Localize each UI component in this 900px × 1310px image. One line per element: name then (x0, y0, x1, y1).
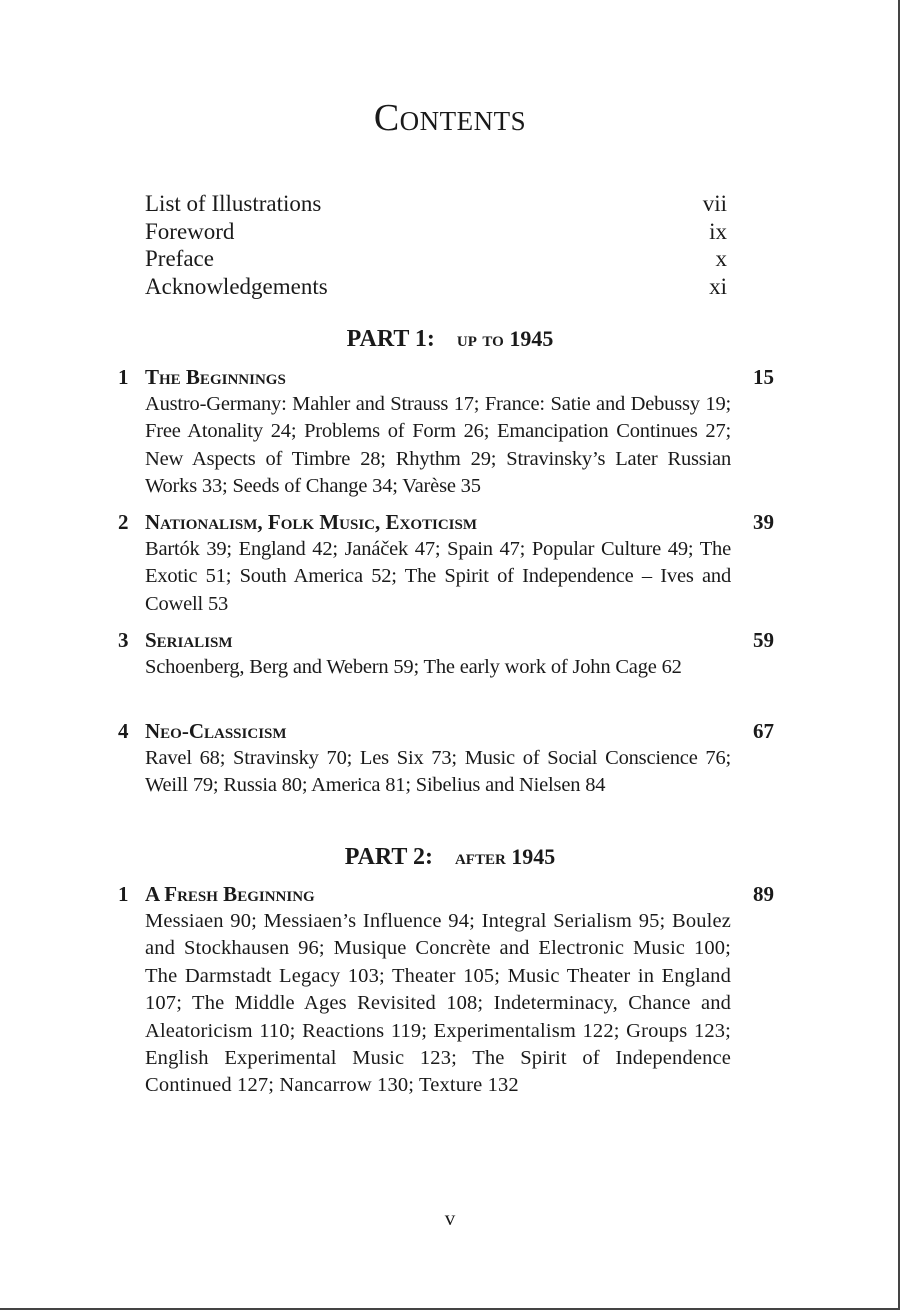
part-label: PART 2: (344, 844, 433, 870)
chapter-page: 67 (753, 719, 774, 743)
front-matter-label: List of Illustrations (145, 191, 322, 216)
chapter-entry (118, 718, 774, 800)
chapter-sections: Austro-Germany: Mahler and Strauss 17; France: Satie and Debussy 19; Free Atonality 24; Problems of Form 26; Emancipation Continues 27; New Aspects of Timbre 28; Rhythm 29; Stravinsky’s Later Russian Works 33; Seeds of Change 34; Varèse 35 (145, 393, 731, 498)
chapter-page: 89 (753, 882, 774, 906)
front-matter-item (145, 273, 727, 301)
chapter-number: 3 (118, 628, 129, 652)
part-label: PART 1: (346, 326, 435, 352)
chapter-title: The Beginnings (145, 365, 286, 389)
chapter-heading (118, 881, 774, 908)
chapter-entry (118, 364, 774, 501)
front-matter-label: Foreword (145, 218, 235, 244)
front-matter-list (145, 190, 727, 300)
chapter-number: 1 (118, 365, 129, 389)
chapter-heading (118, 509, 774, 536)
front-matter-page: xi (709, 273, 727, 299)
front-matter-page: x (715, 246, 727, 271)
chapter-entry (118, 509, 774, 618)
front-matter-label: Preface (145, 246, 214, 271)
chapter-title: Nationalism, Folk Music, Exoticism (145, 510, 478, 534)
chapter-heading (118, 627, 774, 654)
chapter-title: A Fresh Beginning (145, 882, 315, 906)
chapter-entry (118, 627, 774, 681)
page-number: v (444, 1206, 456, 1230)
chapter-sections: Bartók 39; England 42; Janáček 47; Spain 47; Popular Culture 49; The Exotic 51; South America 52; The Spirit of Independence – Ives and Cowell 53 (145, 538, 731, 615)
chapter-sections: Messiaen 90; Messiaen’s Influence 94; Integral Serialism 95; Boulez and Stockhausen 96; Musique Concrète and Electronic Music 100; The Darmstadt Legacy 103; Theater 105; Music Theater in England 107; The Middle Ages Revisited 108; Indeterminacy, Chance and Aleatoricism 110; Reactions 119; Experimentalism 122; Groups 123; English Experimental Music 123; The Spirit of Independence Continued 127; Nancarrow 130; Texture 132 (145, 910, 731, 1097)
chapter-page: 39 (753, 510, 774, 534)
part-subtitle: up to 1945 (456, 326, 554, 351)
front-matter-item (145, 218, 727, 246)
chapter-heading (118, 364, 774, 391)
chapter-title: Neo-Classicism (145, 719, 287, 743)
front-matter-label: Acknowledgements (145, 273, 328, 299)
chapter-page: 59 (753, 628, 774, 652)
chapter-title: Serialism (145, 628, 233, 652)
chapter-sections: Ravel 68; Stravinsky 70; Les Six 73; Music of Social Conscience 76; Weill 79; Russia 80; America 81; Sibelius and Nielsen 84 (145, 747, 731, 797)
front-matter-item (145, 245, 727, 273)
part-1-heading (0, 326, 900, 353)
part-subtitle: after 1945 (454, 844, 556, 869)
chapter-number: 1 (118, 882, 129, 906)
chapter-number: 4 (118, 719, 129, 743)
chapter-entry (118, 881, 774, 1100)
chapter-page: 15 (753, 365, 774, 389)
front-matter-page: ix (709, 218, 727, 244)
chapter-sections: Schoenberg, Berg and Webern 59; The early work of John Cage 62 (145, 656, 682, 678)
part-2-heading (0, 844, 900, 871)
front-matter-page: vii (702, 191, 727, 216)
page-title: Contents (373, 97, 527, 139)
chapter-heading (118, 718, 774, 745)
front-matter-item (145, 190, 727, 218)
chapter-number: 2 (118, 510, 129, 534)
